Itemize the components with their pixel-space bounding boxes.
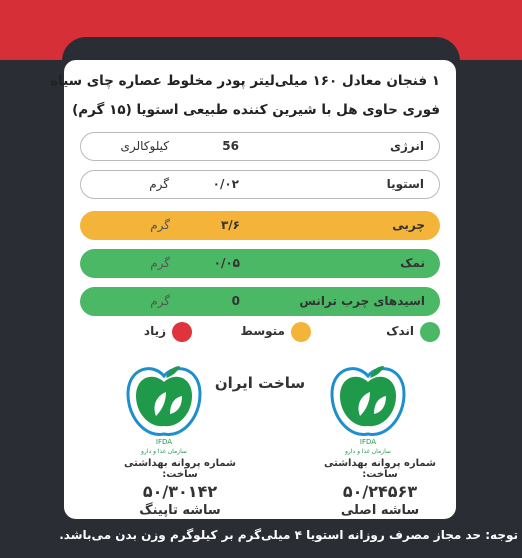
nutrient-name: نمک	[400, 256, 425, 270]
nutrient-row-stevia	[80, 170, 440, 199]
svg-text:سازمان غذا و دارو: سازمان غذا و دارو	[345, 448, 391, 455]
nutrient-row-energy	[80, 132, 440, 161]
nutrient-value: 0	[231, 294, 240, 308]
nutrient-unit: گرم	[150, 294, 170, 308]
nutrient-name: چربی	[392, 218, 425, 232]
license-topping-sachet	[110, 458, 250, 518]
nutrient-value: 56	[222, 139, 239, 153]
nutrition-card	[50, 60, 456, 519]
legend-high	[112, 322, 192, 344]
legend-medium	[221, 322, 311, 344]
svg-text:IFDA: IFDA	[155, 438, 173, 446]
nutrient-name: انرژی	[390, 139, 424, 153]
license-label: ساشه تاپینگ	[139, 503, 221, 518]
orange-dot-icon	[291, 322, 311, 342]
nutrient-name: استویا	[386, 177, 424, 191]
nutrient-row-trans-fat	[80, 287, 440, 316]
red-dot-icon	[172, 322, 192, 342]
ifda-logo-icon	[122, 362, 206, 456]
license-number: ۵۰/۲۴۵۶۳	[342, 482, 418, 501]
serving-title-line2: فوری حاوی هل با شیرین کننده طبیعی استویا (۱۵ گرم)	[72, 102, 440, 118]
stevia-note: توجه: حد مجاز مصرف روزانه استویا ۴ میلی‌گرم بر کیلوگرم وزن بدن می‌باشد.	[59, 528, 518, 542]
legend-label: زیاد	[143, 324, 166, 338]
legend-label: اندک	[386, 324, 414, 338]
nutrient-unit: گرم	[150, 256, 170, 270]
nutrient-unit: گرم	[150, 218, 170, 232]
license-main-sachet	[310, 458, 450, 518]
svg-text:سازمان غذا و دارو: سازمان غذا و دارو	[141, 448, 187, 455]
license-caption: شماره پروانه بهداشتی ساخت:	[124, 458, 236, 480]
nutrient-row-salt	[80, 249, 440, 278]
nutrient-value: ۰/۰۵	[213, 256, 240, 270]
nutrient-row-fat	[80, 211, 440, 240]
made-in-label: ساخت ایران	[214, 374, 306, 392]
svg-text:IFDA: IFDA	[359, 438, 377, 446]
nutrient-unit: کیلوکالری	[120, 139, 169, 153]
nutrient-value: ۳/۶	[220, 218, 240, 232]
nutrient-unit: گرم	[149, 177, 169, 191]
license-number: ۵۰/۳۰۱۴۲	[142, 482, 218, 501]
license-label: ساشه اصلی	[340, 503, 420, 518]
nutrient-name: اسیدهای چرب ترانس	[299, 294, 425, 308]
nutrient-value: ۰/۰۲	[212, 177, 239, 191]
license-caption: شماره پروانه بهداشتی ساخت:	[324, 458, 436, 480]
green-dot-icon	[420, 322, 440, 342]
ifda-logo-icon	[326, 362, 410, 456]
legend-low	[360, 322, 440, 344]
legend-label: متوسط	[240, 324, 285, 338]
serving-title-line1: ۱ فنجان معادل ۱۶۰ میلی‌لیتر پودر مخلوط عصاره چای سیاه	[50, 73, 440, 89]
serving-title	[50, 67, 440, 125]
